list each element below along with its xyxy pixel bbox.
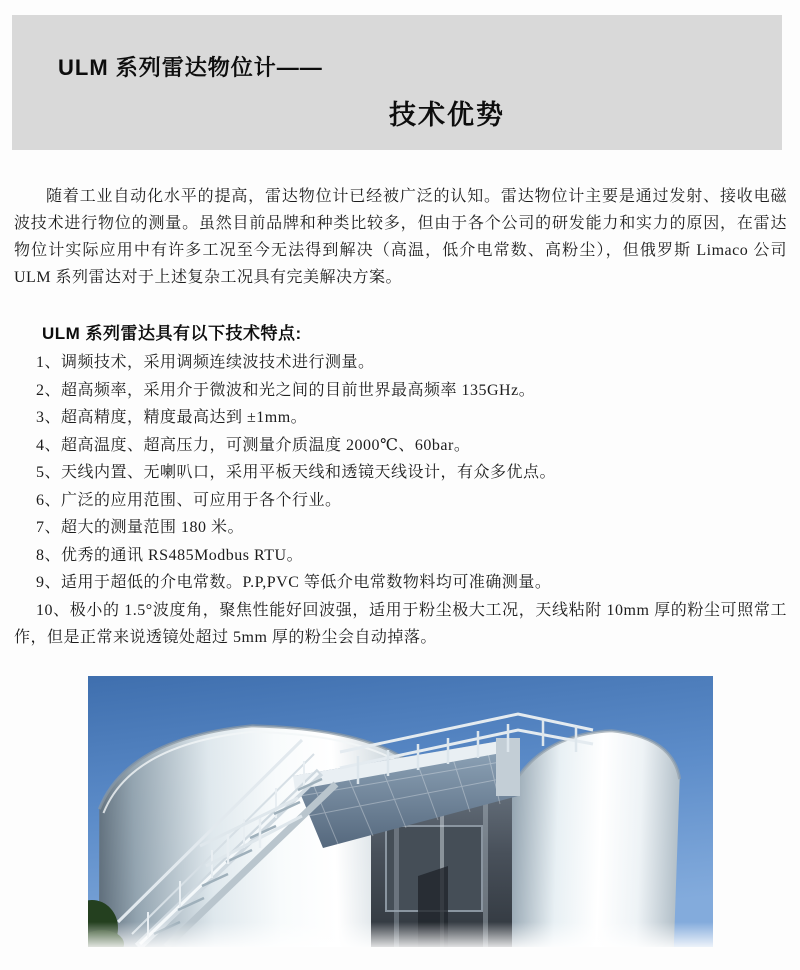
header-banner	[12, 15, 782, 150]
content-area	[14, 183, 787, 947]
feature-item: 9、适用于超低的介电常数。P.P,PVC 等低介电常数物料均可准确测量。	[36, 574, 552, 591]
feature-item: 6、广泛的应用范围、可应用于各个行业。	[36, 491, 342, 509]
features-heading: ULM 系列雷达具有以下技术特点:	[42, 324, 302, 343]
feature-item: 4、超高温度、超高压力，可测量介质温度 2000℃、60bar。	[36, 436, 471, 454]
feature-item: 7、超大的测量范围 180 米。	[36, 519, 245, 536]
page-subtitle: 技术优势	[389, 100, 505, 130]
features-list	[14, 349, 787, 652]
feature-item: 8、优秀的通讯 RS485Modbus RTU。	[36, 546, 304, 564]
page-title: ULM 系列雷达物位计——	[58, 55, 323, 80]
feature-item: 10、极小的 1.5°波度角，聚焦性能好回波强，适用于粉尘极大工况，天线粘附 10mm 厚的粉尘可照常工作，但是正常来说透镜处超过 5mm 厚的粉尘会自动掉落。	[14, 601, 787, 646]
feature-item: 3、超高精度，精度最高达到 ±1mm。	[36, 409, 308, 426]
tanks-photo-graphic	[88, 676, 713, 947]
feature-item: 1、调频技术，采用调频连续波技术进行测量。	[36, 354, 375, 371]
feature-item: 5、天线内置、无喇叭口，采用平板天线和透镜天线设计，有众多优点。	[36, 464, 557, 481]
feature-item: 2、超高频率，采用介于微波和光之间的目前世界最高频率 135GHz。	[36, 381, 536, 399]
intro-paragraph: 随着工业自动化水平的提高，雷达物位计已经被广泛的认知。雷达物位计主要是通过发射、接收电磁波技术进行物位的测量。虽然目前品牌和种类比较多，但由于各个公司的研发能力和实力的原因，在雷达物位计实际应用中有许多工况至今无法得到解决（高温，低介电常数、高粉尘），但俄罗斯 Limaco 公司 ULM 系列雷达对于上述复杂工况具有完美解决方案。	[14, 188, 787, 286]
tanks-photo	[88, 676, 713, 947]
